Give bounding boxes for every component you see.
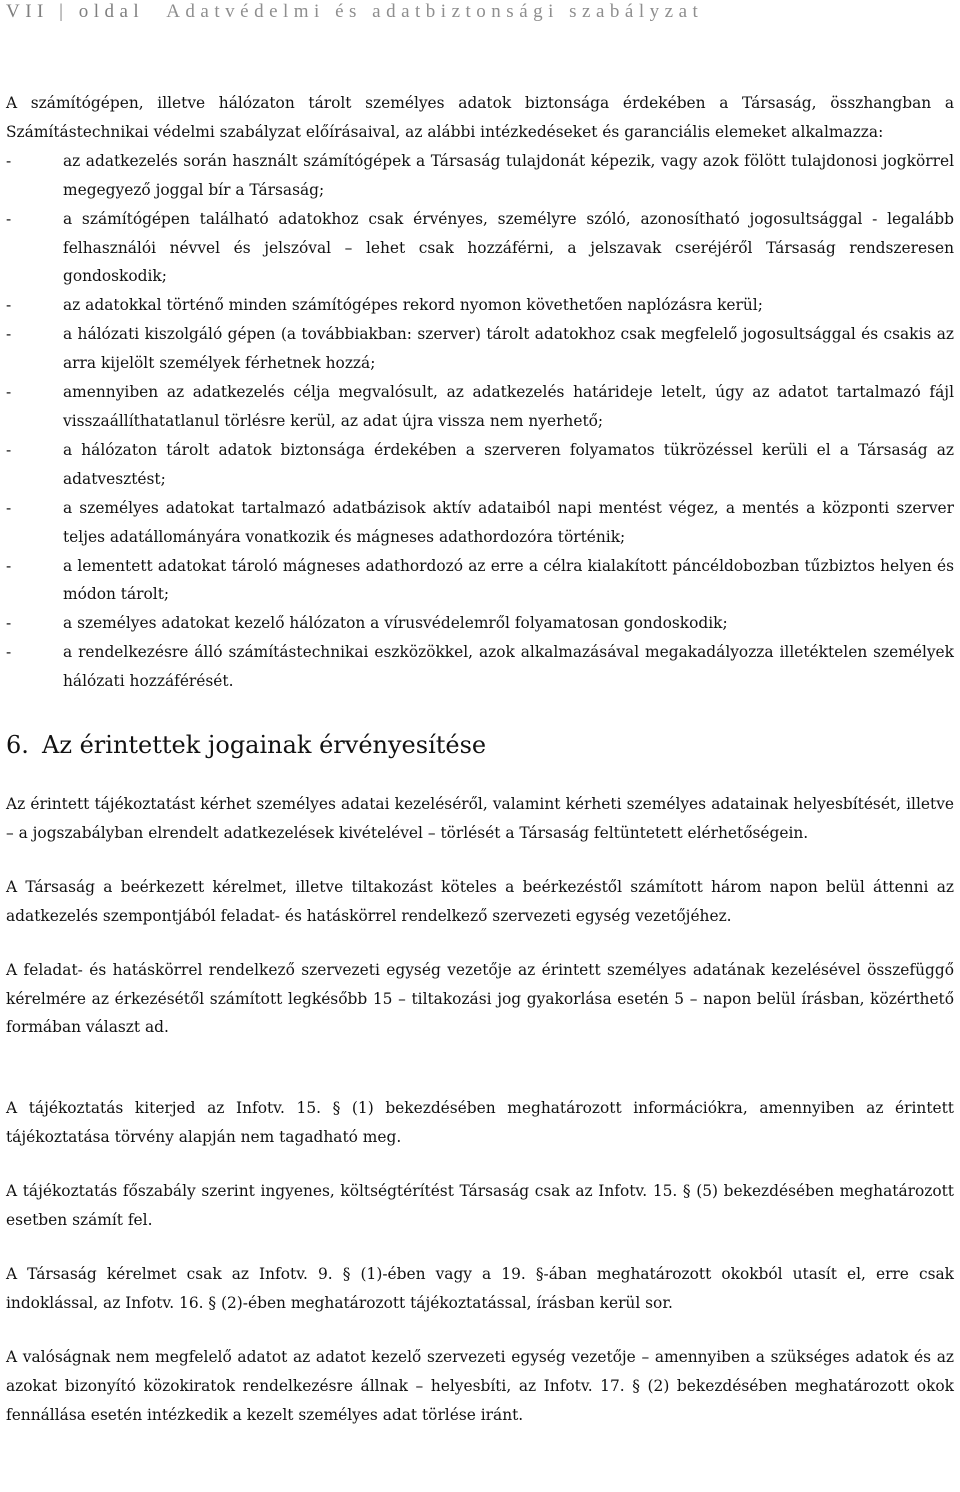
paragraph-7: A valóságnak nem megfelelő adatot az adatot kezelő szervezeti egység vezetője – amennyiben a szükséges adatok és az azokat bizonyító közokiratok rendelkezésre állnak – helyesbíti, az Infotv. 17. § (2) bekezdésében meghatározott okok fennállása esetén intézkedik a kezelt személyes adat törlése iránt. <box>6 1347 954 1424</box>
section-title: Az érintettek jogainak érvényesítése <box>42 731 487 760</box>
section-heading <box>6 730 954 760</box>
list-item-text: a személyes adatokat tartalmazó adatbázisok aktív adataiból napi mentést végez, a mentés a központi szerver teljes adatállományára vonatkozik és mágneses adathordozóra történik; <box>63 498 954 546</box>
list-item-text: amennyiben az adatkezelés célja megvalósult, az adatkezelés határideje letelt, úgy az adatot tartalmazó fájl visszaállíthatatlanul törlésre kerül, az adat újra vissza nem nyerhető; <box>63 383 954 430</box>
list-item <box>6 552 954 610</box>
dash-marker: - <box>6 498 12 517</box>
list-item-text: az adatkezelés során használt számítógépek a Társaság tulajdonát képezik, vagy azok fölött tulajdonosi jogkörrel megegyező joggal bír a Társaság; <box>63 151 954 199</box>
paragraph-2: A Társaság a beérkezett kérelmet, illetve tiltakozást köteles a beérkezéstől számított három napon belül áttenni az adatkezelés szempontjából feladat- és hatáskörrel rendelkező szervezeti egység vezetőjéhez. <box>6 877 954 925</box>
header-separator: | <box>48 1 79 22</box>
list-item <box>6 494 954 552</box>
list-item-text: a hálózaton tárolt adatok biztonsága érdekében a szerveren folyamatos tükrözéssel kerüli el a Társaság az adatvesztést; <box>63 440 954 488</box>
dash-marker: - <box>6 151 12 170</box>
list-item <box>6 378 954 436</box>
list-item-text: a hálózati kiszolgáló gépen (a továbbiakban: szerver) tárolt adatokhoz csak megfelelő jogosultsággal és csakis az arra kijelölt személyek férhetnek hozzá; <box>63 325 954 373</box>
paragraph-6: A Társaság kérelmet csak az Infotv. 9. § (1)-ében vagy a 19. §-ában meghatározott okokból utasít el, erre csak indoklással, az Infotv. 16. § (2)-ében meghatározott tájékoztatással, írásban kerül sor. <box>6 1265 954 1312</box>
dash-marker: - <box>6 325 12 344</box>
page-word: oldal <box>78 1 145 22</box>
dash-marker: - <box>6 614 12 633</box>
page-number: VII <box>6 1 49 22</box>
dash-marker: - <box>6 556 12 575</box>
dash-marker: - <box>6 209 12 228</box>
dash-marker: - <box>6 383 12 402</box>
document-body <box>6 89 954 1430</box>
paragraph-4: A tájékoztatás kiterjed az Infotv. 15. § (1) bekezdésében meghatározott információkra, amennyiben az érintett tájékoztatása törvény alapján nem tagadható meg. <box>6 1099 954 1147</box>
list-item-text: a rendelkezésre álló számítástechnikai eszközökkel, azok alkalmazásával megakadályozza illetéktelen személyek hálózati hozzáférését. <box>63 643 954 691</box>
list-item-text: az adatokkal történő minden számítógépes rekord nyomon követhetően naplózásra kerül; <box>63 296 763 315</box>
paragraph-5: A tájékoztatás főszabály szerint ingyenes, költségtérítést Társaság csak az Infotv. 15. § (5) bekezdésében meghatározott esetben számít fel. <box>6 1182 954 1230</box>
list-item <box>6 436 954 494</box>
list-item <box>6 609 954 638</box>
dash-marker: - <box>6 296 12 315</box>
document-title: Adatvédelmi és adatbiztonsági szabályzat <box>166 1 704 22</box>
page-header <box>6 0 956 24</box>
intro-paragraph: A számítógépen, illetve hálózaton tárolt személyes adatok biztonsága érdekében a Társaság, összhangban a Számítástechnikai védelmi szabályzat előírásaival, az alábbi intézkedéseket és garanciális elemeket alkalmazza: <box>6 94 954 141</box>
list-item-text: a lementett adatokat tároló mágneses adathordozó az erre a célra kialakított páncéldobozban tűzbiztos helyen és módon tárolt; <box>63 556 954 604</box>
list-item <box>6 147 954 205</box>
measures-list <box>6 147 954 696</box>
paragraph-3: A feladat- és hatáskörrel rendelkező szervezeti egység vezetője az érintett személyes adatának kezelésével összefüggő kérelmére az érkezésétől számított legkésőbb 15 – tiltakozási jog gyakorlása esetén 5 – napon belül írásban, közérthető formában választ ad. <box>6 960 954 1037</box>
section-number: 6. <box>6 731 29 760</box>
list-item-text: a személyes adatokat kezelő hálózaton a vírusvédelemről folyamatosan gondoskodik; <box>63 614 728 633</box>
list-item <box>6 638 954 696</box>
dash-marker: - <box>6 643 12 662</box>
list-item <box>6 291 954 320</box>
list-item <box>6 320 954 378</box>
list-item <box>6 205 954 292</box>
paragraph-1: Az érintett tájékoztatást kérhet személyes adatai kezeléséről, valamint kérheti személyes adatainak helyesbítését, illetve – a jogszabályban elrendelt adatkezelések kivételével – törlését a Társaság feltüntetett elérhetőségein. <box>6 795 954 842</box>
dash-marker: - <box>6 440 12 459</box>
list-item-text: a számítógépen található adatokhoz csak érvényes, személyre szóló, azonosítható jogosultsággal - legalább felhasználói névvel és jelszóval – lehet csak hozzáférni, a jelszavak cseréjéről Társaság rendszeresen gondoskodik; <box>63 209 954 286</box>
